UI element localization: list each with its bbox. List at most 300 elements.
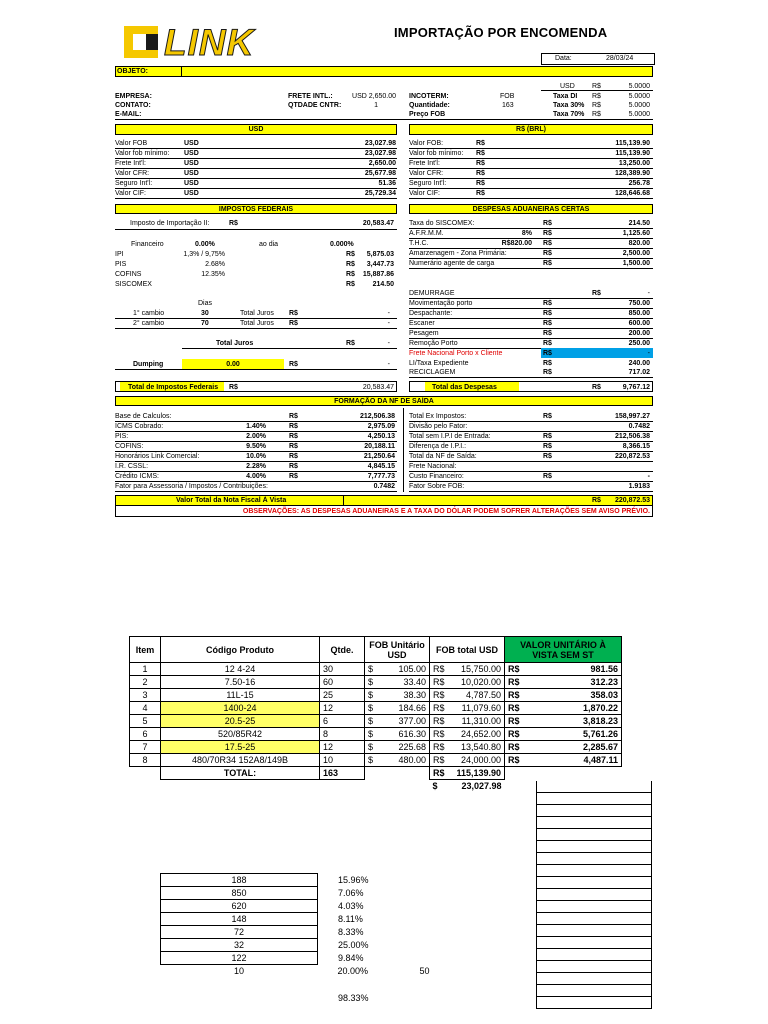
cambio2-cur: R$ bbox=[289, 320, 298, 327]
percent-row bbox=[161, 939, 433, 952]
item-usd-sign: $ bbox=[365, 663, 382, 676]
nf-right-cur: R$ bbox=[543, 443, 552, 450]
brl-row-label: Valor FOB: bbox=[409, 140, 444, 147]
nf-total-value: 220,872.53 bbox=[614, 497, 650, 504]
nf-left-label: Base de Calculos: bbox=[115, 413, 172, 420]
rate-t70-label: Taxa 70% bbox=[553, 111, 585, 118]
item-fob-unit: 105.00 bbox=[381, 663, 430, 676]
brl-row-value: 13,250.00 bbox=[618, 160, 650, 167]
nf-left-cur: R$ bbox=[289, 423, 298, 430]
empresa-label: EMPRESA: bbox=[115, 93, 152, 100]
usd-row-cur: USD bbox=[184, 190, 199, 197]
item-qtde: 8 bbox=[320, 728, 365, 741]
usd-row-label: Valor FOB bbox=[115, 140, 148, 147]
brl-row-cur: R$ bbox=[476, 180, 485, 187]
demurrage-cur: R$ bbox=[592, 290, 601, 297]
item-qtde: 12 bbox=[320, 702, 365, 715]
imposto-label: COFINS bbox=[115, 271, 142, 278]
nf-left-label: Fator para Assessoria / Impostos / Contribuições: bbox=[115, 483, 268, 490]
despesa-label: Remoção Porto bbox=[409, 340, 458, 347]
item-qtde: 30 bbox=[320, 663, 365, 676]
item-fob-unit: 33.40 bbox=[381, 676, 430, 689]
reciclagem-cur: R$ bbox=[543, 369, 552, 376]
reciclagem-value: 717.02 bbox=[628, 369, 650, 376]
percent-table bbox=[160, 873, 433, 977]
despesa-label: A.F.R.M.M. bbox=[409, 230, 444, 237]
empty-cell bbox=[536, 889, 652, 901]
col-qtde: Qtde. bbox=[320, 637, 365, 663]
brl-row-cur: R$ bbox=[476, 140, 485, 147]
usd-row-label: Seguro Int'l: bbox=[115, 180, 153, 187]
despesa-extra: 8% bbox=[521, 230, 532, 237]
item-number: 5 bbox=[130, 715, 161, 728]
date-value: 28/03/24 bbox=[606, 55, 634, 62]
item-brl-sign-2: R$ bbox=[505, 728, 524, 741]
item-brl-sign: R$ bbox=[430, 689, 449, 702]
item-fob-unit: 480.00 bbox=[381, 754, 430, 767]
brl-row-cur: R$ bbox=[476, 190, 485, 197]
item-brl-sign: R$ bbox=[430, 741, 449, 754]
item-brl-sign: R$ bbox=[430, 663, 449, 676]
brl-row-label: Valor CIF: bbox=[409, 190, 440, 197]
item-number: 2 bbox=[130, 676, 161, 689]
despesas-header-label: DESPESAS ADUANEIRAS CERTAS bbox=[472, 206, 590, 213]
despesa-cur: R$ bbox=[543, 320, 552, 327]
cambio2-value: - bbox=[387, 320, 390, 327]
nf-left-pct: 2.00% bbox=[246, 433, 266, 440]
item-fob-total: 24,000.00 bbox=[448, 754, 505, 767]
percent-extra bbox=[412, 887, 433, 900]
page-title: IMPORTAÇÃO POR ENCOMENDA bbox=[394, 25, 608, 40]
imposto-label: SISCOMEX bbox=[115, 281, 152, 288]
despesa-value: 750.00 bbox=[628, 300, 650, 307]
nf-left-label: Crédito ICMS: bbox=[115, 473, 159, 480]
nf-right-value: 158,997.27 bbox=[614, 413, 650, 420]
item-brl-sign: R$ bbox=[430, 754, 449, 767]
empty-cell bbox=[536, 961, 652, 973]
li-value: 240.00 bbox=[628, 360, 650, 367]
despesa-label: Despachante: bbox=[409, 310, 453, 317]
nf-left-label: Honorários Link Comercial: bbox=[115, 453, 200, 460]
percent-extra bbox=[412, 874, 433, 887]
nf-right-label: Total sem I.P.I de Entrada: bbox=[409, 433, 491, 440]
item-usd-sign: $ bbox=[365, 702, 382, 715]
nf-right-value: 0.7482 bbox=[628, 423, 650, 430]
despesa-cur: R$ bbox=[543, 310, 552, 317]
rate-t30-label: Taxa 30% bbox=[553, 102, 585, 109]
item-codigo: 1400-24 bbox=[161, 702, 320, 715]
usd-row-label: Valor CFR: bbox=[115, 170, 150, 177]
total-despesas-value: 9,767.12 bbox=[622, 384, 650, 391]
cambio2-dias: 70 bbox=[201, 320, 209, 327]
total-impostos-cur: R$ bbox=[229, 384, 238, 391]
usd-header-label: USD bbox=[248, 126, 264, 133]
item-row bbox=[130, 741, 622, 754]
despesa-cur: R$ bbox=[543, 220, 552, 227]
despesa-cur: R$ bbox=[543, 300, 552, 307]
despesa-label: Taxa do SISCOMEX: bbox=[409, 220, 475, 227]
item-fob-total: 10,020.00 bbox=[448, 676, 505, 689]
nf-right-value: 212,506.38 bbox=[614, 433, 650, 440]
percent-value: 25.00% bbox=[338, 940, 369, 950]
despesa-value: 2,500.00 bbox=[622, 250, 650, 257]
nf-left-label: ICMS Cobrado: bbox=[115, 423, 164, 430]
nf-left-cur: R$ bbox=[289, 453, 298, 460]
items-body bbox=[130, 663, 622, 793]
total-juros-cur: R$ bbox=[346, 340, 355, 347]
item-row bbox=[130, 728, 622, 741]
total-impostos-label: Total de Impostos Federais bbox=[128, 384, 219, 391]
imposto-label: PIS bbox=[115, 261, 127, 268]
demurrage-value: - bbox=[647, 290, 650, 297]
qtd-cntr-label: QTDADE CNTR: bbox=[288, 102, 342, 109]
item-valor: 5,761.26 bbox=[523, 728, 622, 741]
item-valor: 312.23 bbox=[523, 676, 622, 689]
despesa-value: 214.50 bbox=[628, 220, 650, 227]
nf-left-pct: 2.28% bbox=[246, 463, 266, 470]
brl-row-cur: R$ bbox=[476, 150, 485, 157]
empty-cell bbox=[536, 985, 652, 997]
despesa-value: 820.00 bbox=[628, 240, 650, 247]
percent-qty: 188 bbox=[161, 874, 318, 887]
usd-row-value: 23,027.98 bbox=[364, 140, 396, 147]
cambio1-dias: 30 bbox=[201, 310, 209, 317]
percent-extra bbox=[412, 913, 433, 926]
despesa-cur: R$ bbox=[543, 330, 552, 337]
item-valor: 4,487.11 bbox=[523, 754, 622, 767]
nf-right-label: Diferença de I.P.I.: bbox=[409, 443, 467, 450]
rate-di-label: Taxa DI bbox=[553, 93, 578, 100]
nf-left-pct: 4.00% bbox=[246, 473, 266, 480]
usd-row-cur: USD bbox=[184, 140, 199, 147]
despesa-cur: R$ bbox=[543, 240, 552, 247]
objeto-label: OBJETO: bbox=[117, 68, 148, 75]
items-total-qtde: 163 bbox=[320, 767, 365, 780]
percent-value: 8.11% bbox=[338, 914, 363, 924]
usd-row-value: 51.36 bbox=[378, 180, 396, 187]
rate-t30-value: 5.0000 bbox=[628, 102, 650, 109]
demurrage-label: DEMURRAGE bbox=[409, 290, 455, 297]
usd-row-label: Valor fob mínimo: bbox=[115, 150, 170, 157]
item-valor: 358.03 bbox=[523, 689, 622, 702]
imposto-cur: R$ bbox=[346, 271, 355, 278]
brl-row-value: 128,646.68 bbox=[614, 190, 650, 197]
usd-row-label: Frete Int'l: bbox=[115, 160, 146, 167]
imposto-value: 5,875.03 bbox=[366, 251, 394, 258]
percent-qty: 32 bbox=[161, 939, 318, 952]
dumping-cur: R$ bbox=[289, 361, 298, 368]
item-usd-sign: $ bbox=[365, 676, 382, 689]
items-usd-value: 23,027.98 bbox=[461, 781, 502, 791]
item-fob-total: 11,079.60 bbox=[448, 702, 505, 715]
percent-qty: 72 bbox=[161, 926, 318, 939]
logo-text: LINK bbox=[164, 22, 255, 63]
quantidade-value: 163 bbox=[502, 102, 514, 109]
percent-value: 8.33% bbox=[338, 927, 364, 937]
dumping-total: - bbox=[387, 361, 390, 368]
item-codigo: 20.5-25 bbox=[161, 715, 320, 728]
ii-cur: R$ bbox=[229, 220, 238, 227]
item-brl-sign: R$ bbox=[430, 702, 449, 715]
empty-cell bbox=[536, 901, 652, 913]
nf-right-label: Frete Nacional: bbox=[409, 463, 457, 470]
empty-cell bbox=[536, 949, 652, 961]
item-brl-sign-2: R$ bbox=[505, 741, 524, 754]
item-codigo: 12 4-24 bbox=[161, 663, 320, 676]
cambio1-value: - bbox=[387, 310, 390, 317]
item-valor: 2,285.67 bbox=[523, 741, 622, 754]
nf-left-value: 2,975.09 bbox=[367, 423, 395, 430]
frete-value: USD 2,650.00 bbox=[352, 93, 396, 100]
usd-row-value: 2,650.00 bbox=[368, 160, 396, 167]
usd-row-value: 25,677.98 bbox=[364, 170, 396, 177]
item-row bbox=[130, 663, 622, 676]
usd-row-cur: USD bbox=[184, 170, 199, 177]
nf-left-cur: R$ bbox=[289, 413, 298, 420]
nf-left-pct: 9.50% bbox=[246, 443, 266, 450]
empty-cell bbox=[536, 937, 652, 949]
rate-usd-value: 5.0000 bbox=[628, 83, 650, 90]
imposto-rate: 2.68% bbox=[205, 261, 225, 268]
rate-usd-cur: R$ bbox=[592, 83, 601, 90]
item-brl-sign: R$ bbox=[430, 715, 449, 728]
quantidade-label: Quantidade: bbox=[409, 102, 450, 109]
item-number: 1 bbox=[130, 663, 161, 676]
col-codigo: Código Produto bbox=[161, 637, 320, 663]
item-qtde: 12 bbox=[320, 741, 365, 754]
item-qtde: 60 bbox=[320, 676, 365, 689]
item-fob-total: 13,540.80 bbox=[448, 741, 505, 754]
imposto-cur: R$ bbox=[346, 261, 355, 268]
empty-cell bbox=[536, 781, 652, 793]
despesa-value: 1,125.60 bbox=[622, 230, 650, 237]
item-number: 8 bbox=[130, 754, 161, 767]
frete-nacional-label: Frete Nacional Porto x Cliente bbox=[409, 350, 503, 357]
nf-right-cur: R$ bbox=[543, 433, 552, 440]
percent-extra bbox=[412, 926, 433, 939]
despesa-value: 850.00 bbox=[628, 310, 650, 317]
nf-left-cur: R$ bbox=[289, 433, 298, 440]
imposto-cur: R$ bbox=[346, 281, 355, 288]
incoterm-value: FOB bbox=[500, 93, 515, 100]
percent-qty: 148 bbox=[161, 913, 318, 926]
qtd-cntr-value: 1 bbox=[374, 102, 378, 109]
empty-cell bbox=[536, 853, 652, 865]
item-codigo: 480/70R34 152A8/149B bbox=[161, 754, 320, 767]
imposto-rate: 1,3% / 9,75% bbox=[183, 251, 225, 258]
empty-cell bbox=[536, 805, 652, 817]
percent-row bbox=[161, 874, 433, 887]
item-qtde: 10 bbox=[320, 754, 365, 767]
financeiro-total: 0.000% bbox=[330, 241, 354, 248]
col-valor: VALOR UNITÁRIO À VISTA SEM ST bbox=[505, 637, 622, 663]
item-row bbox=[130, 689, 622, 702]
despesa-label: Pesagem bbox=[409, 330, 439, 337]
item-usd-sign: $ bbox=[365, 741, 382, 754]
despesa-cur: R$ bbox=[543, 230, 552, 237]
nf-left-cur: R$ bbox=[289, 443, 298, 450]
percent-value: 4.03% bbox=[338, 901, 364, 911]
brl-row-value: 115,139.90 bbox=[615, 140, 650, 147]
usd-row-value: 25,729.34 bbox=[364, 190, 396, 197]
dumping-value: 0.00 bbox=[226, 361, 240, 368]
incoterm-label: INCOTERM: bbox=[409, 93, 449, 100]
brl-row-cur: R$ bbox=[476, 170, 485, 177]
rate-t70-value: 5.0000 bbox=[628, 111, 650, 118]
imposto-value: 3,447.73 bbox=[366, 261, 394, 268]
rate-di-cur: R$ bbox=[592, 93, 601, 100]
item-brl-sign-2: R$ bbox=[505, 663, 524, 676]
empty-cell bbox=[536, 997, 652, 1009]
item-fob-total: 24,652.00 bbox=[448, 728, 505, 741]
despesa-label: Movimentação porto bbox=[409, 300, 473, 307]
rate-t30-cur: R$ bbox=[592, 102, 601, 109]
items-total-label: TOTAL: bbox=[161, 767, 320, 780]
imposto-label: IPI bbox=[115, 251, 124, 258]
nf-right-label: Fator Sobre FOB: bbox=[409, 483, 465, 490]
cambio1-tj: Total Juros bbox=[240, 310, 274, 317]
percent-row bbox=[161, 952, 433, 965]
item-brl-sign-2: R$ bbox=[505, 676, 524, 689]
percent-row bbox=[161, 965, 433, 978]
brl-row-label: Frete Int'l: bbox=[409, 160, 440, 167]
nf-right-value: 1.9183 bbox=[628, 483, 650, 490]
financeiro-ao-dia: ao dia bbox=[259, 241, 279, 248]
empty-cell bbox=[536, 793, 652, 805]
cambio1-cur: R$ bbox=[289, 310, 298, 317]
item-number: 4 bbox=[130, 702, 161, 715]
item-usd-sign: $ bbox=[365, 689, 382, 702]
empty-cell bbox=[536, 817, 652, 829]
item-brl-sign-2: R$ bbox=[505, 702, 524, 715]
item-fob-unit: 377.00 bbox=[381, 715, 430, 728]
item-usd-sign: $ bbox=[365, 715, 382, 728]
percent-extra bbox=[412, 900, 433, 913]
percent-row bbox=[161, 900, 433, 913]
preco-fob-label: Preço FOB bbox=[409, 111, 446, 118]
item-row bbox=[130, 715, 622, 728]
nf-left-label: PIS: bbox=[115, 433, 129, 440]
brl-row-value: 115,139.90 bbox=[615, 150, 650, 157]
despesa-value: 250.00 bbox=[628, 340, 650, 347]
item-brl-sign-2: R$ bbox=[505, 689, 524, 702]
item-usd-sign: $ bbox=[365, 728, 382, 741]
percent-qty: 620 bbox=[161, 900, 318, 913]
nf-total-label: Valor Total da Nota Fiscal À Vista bbox=[176, 497, 287, 504]
rate-t70-cur: R$ bbox=[592, 111, 601, 118]
brl-row-value: 128,389.90 bbox=[614, 170, 650, 177]
empty-cell bbox=[536, 841, 652, 853]
total-despesas-cur: R$ bbox=[592, 384, 601, 391]
nf-left-value: 20,188.11 bbox=[364, 443, 395, 450]
item-codigo: 11L-15 bbox=[161, 689, 320, 702]
dias-label: Dias bbox=[198, 300, 213, 307]
percent-extra bbox=[412, 952, 433, 965]
despesa-label: Numerário agente de carga bbox=[409, 260, 495, 267]
usd-row-cur: USD bbox=[184, 150, 199, 157]
percent-qty: 10 bbox=[233, 966, 244, 976]
usd-row-cur: USD bbox=[184, 180, 199, 187]
total-juros-label: Total Juros bbox=[216, 340, 254, 347]
item-fob-unit: 38.30 bbox=[381, 689, 430, 702]
brl-header-label: R$ (BRL) bbox=[516, 126, 546, 133]
nf-left-pct: 1.40% bbox=[246, 423, 266, 430]
nf-right-cur: R$ bbox=[543, 453, 552, 460]
usd-row-value: 23,027.98 bbox=[364, 150, 396, 157]
despesa-cur: R$ bbox=[543, 250, 552, 257]
date-label: Data: bbox=[555, 55, 572, 62]
total-juros-value: - bbox=[387, 340, 390, 347]
empty-cell bbox=[536, 829, 652, 841]
ii-label: Imposto de Importação II: bbox=[130, 220, 210, 227]
item-usd-sign: $ bbox=[365, 754, 382, 767]
despesa-extra: R$820.00 bbox=[501, 240, 532, 247]
financeiro-pct: 0.00% bbox=[195, 241, 215, 248]
percent-extra bbox=[412, 939, 433, 952]
rate-di-value: 5.0000 bbox=[628, 93, 650, 100]
empty-cell bbox=[536, 913, 652, 925]
empty-cell bbox=[536, 865, 652, 877]
nf-right-value: - bbox=[647, 473, 650, 480]
impostos-header-label: IMPOSTOS FEDERAIS bbox=[218, 206, 294, 213]
item-brl-sign: R$ bbox=[430, 728, 449, 741]
empty-cell bbox=[536, 973, 652, 985]
frete-nacional-value: - bbox=[647, 350, 650, 357]
percent-total: 98.33% bbox=[338, 993, 369, 1003]
nf-left-label: I.R. CSSL: bbox=[115, 463, 149, 470]
total-despesas-label: Total das Despesas bbox=[432, 384, 497, 391]
percent-value: 20.00% bbox=[337, 965, 369, 976]
item-row bbox=[130, 676, 622, 689]
items-total-row bbox=[130, 767, 622, 780]
item-valor: 981.56 bbox=[523, 663, 622, 676]
li-label: LI/Taxa Expediente bbox=[409, 360, 469, 367]
nf-left-pct: 10.0% bbox=[246, 453, 266, 460]
item-fob-unit: 225.68 bbox=[381, 741, 430, 754]
percent-row bbox=[161, 926, 433, 939]
nf-left-cur: R$ bbox=[289, 463, 298, 470]
cambio2-tj: Total Juros bbox=[240, 320, 274, 327]
nf-left-value: 212,506.38 bbox=[359, 413, 395, 420]
item-fob-unit: 184.66 bbox=[381, 702, 430, 715]
item-qtde: 25 bbox=[320, 689, 365, 702]
item-codigo: 7.50-16 bbox=[161, 676, 320, 689]
despesa-label: Amarzenagem - Zona Primária: bbox=[409, 250, 507, 257]
imposto-cur: R$ bbox=[346, 251, 355, 258]
nf-left-value: 21,250.64 bbox=[363, 453, 395, 460]
col-fob-total: FOB total USD bbox=[430, 637, 505, 663]
nf-right-value: 8,366.15 bbox=[622, 443, 650, 450]
objeto-bar bbox=[115, 66, 653, 77]
percent-value: 9.84% bbox=[338, 953, 364, 963]
despesa-value: 1,500.00 bbox=[622, 260, 650, 267]
despesa-cur: R$ bbox=[543, 340, 552, 347]
percent-row bbox=[161, 913, 433, 926]
items-usd-cur: $ bbox=[432, 781, 438, 791]
item-brl-sign: R$ bbox=[430, 676, 449, 689]
brl-row-label: Valor CFR: bbox=[409, 170, 444, 177]
cambio1-label: 1° cambio bbox=[133, 310, 165, 317]
col-fob-unit: FOB Unitário USD bbox=[365, 637, 430, 663]
nf-left-cur: R$ bbox=[289, 473, 298, 480]
item-row bbox=[130, 702, 622, 715]
usd-row-cur: USD bbox=[184, 160, 199, 167]
item-row bbox=[130, 754, 622, 767]
nf-right-label: Divisão pelo Fator: bbox=[409, 423, 468, 430]
nf-header-label: FORMAÇÃO DA NF DE SAÍDA bbox=[334, 398, 434, 405]
items-total-cur: R$ bbox=[430, 767, 449, 780]
ii-value: 20,583.47 bbox=[362, 220, 394, 227]
